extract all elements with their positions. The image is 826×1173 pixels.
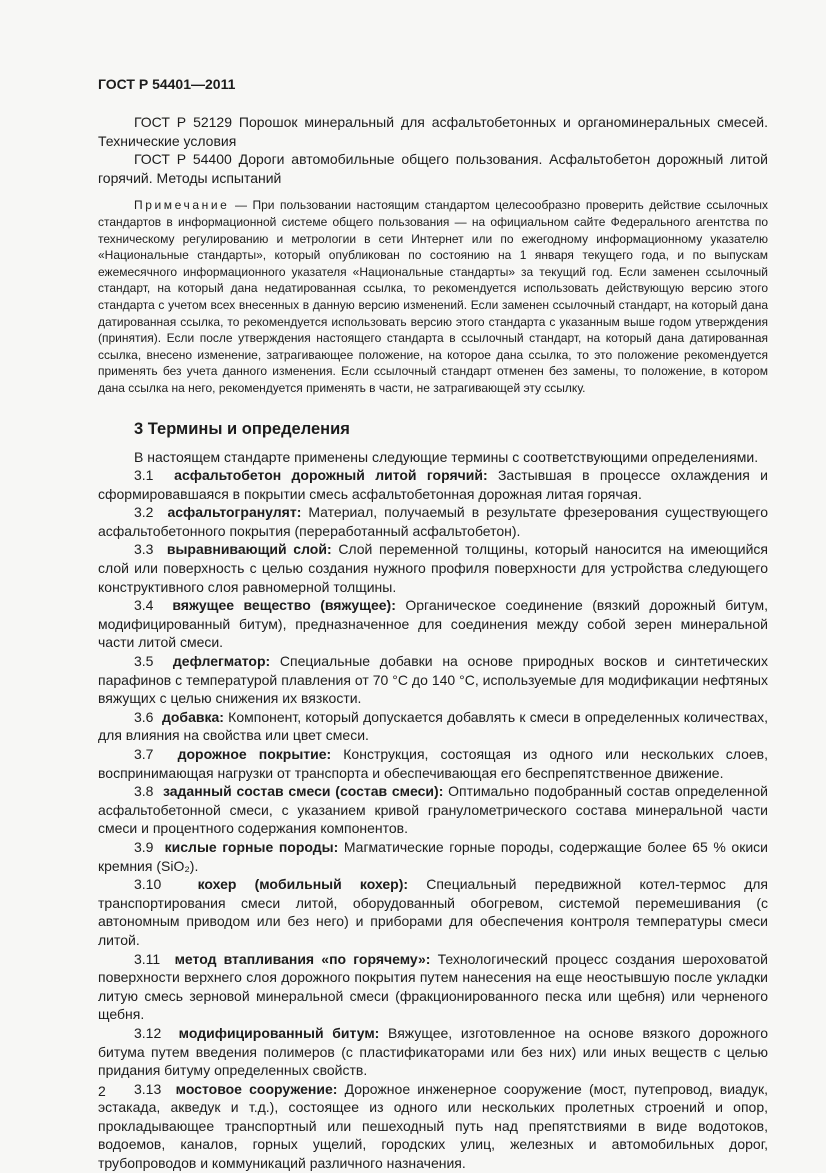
term-definition [98,745,768,782]
term-number: 3.8 [134,783,154,800]
page-number: 2 [98,1083,106,1099]
term-number: 3.9 [134,838,154,855]
term-definition [98,708,768,745]
term-text: Материал, получаемый в результате фрезерования существующего асфальтобетонного покрытия (переработанный асфальтобетон). [98,504,769,539]
note-text: — При пользовании настоящим стандартом целесообразно проверить действие ссылочных стандартов в информационной системе общего пользования — на официальном сайте Федерального агентства по техническому регулированию и метрологии в сети Интернет или по ежегодному информационному указателю «Национальные стандарты», который опубликован по состоянию на 1 января текущего года, и по выпускам ежемесячного информационного указателя «Национальные стандарты» за текущий год. Если заменен ссылочный стандарт, на который дана недатированная ссылка, то рекомендуется использовать действующую версию этого стандарта с учетом всех внесенных в данную версию изменений. Если заменен ссылочный стандарт, на который дана датированная ссылка, то рекомендуется использовать версию этого стандарта с указанным выше годом утверждения (принятия). Если после утверждения настоящего стандарта в ссылочный стандарт, на который дана датированная ссылка, внесено изменение, затрагивающее положение, на которое дана ссылка, то это положение рекомендуется применять без учета данного изменения. Если ссылочный стандарт отменен без замены, то положение, в котором дана ссылка на него, рекомендуется применять в части, не затрагивающей эту ссылку. [98,198,768,395]
term-number: 3.2 [134,504,154,521]
term-name: кохер (мобильный кохер): [197,876,409,893]
term-name: асфальтогранулят: [167,504,302,521]
term-text: Застывшая в процессе охлаждения и сформировавшаяся в покрытии смесь асфальтобетонная дорожная литая горячая. [98,467,768,502]
term-name: дорожное покрытие: [177,746,332,762]
term-name: асфальтобетон дорожный литой горячий: [174,467,488,484]
term-definition [98,652,768,708]
term-definition [98,875,768,949]
reference-item: ГОСТ Р 54400 Дороги автомобильные общего пользования. Асфальтобетон дорожный литой горячий. Методы испытаний [98,151,768,186]
term-number: 3.5 [134,653,154,670]
term-text: Специальные добавки на основе природных восков и синтетических парафинов с температурой плавления от 70 °С до 140 °С, используемые для модификации нефтяных вяжущих с целью снижения их вязкости. [98,653,768,707]
term-text: Компонент, который допускается добавлять к смеси в определенных количествах, для влияния на свойства или цвет смеси. [98,708,768,744]
term-text: Технологический процесс создания шероховатой поверхности верхнего слоя дорожного покрытия путем нанесения на еще неостывшую после укладки литую смесь зерновой минеральной смеси (фракционированного песка или щебня) или черненого щебня. [98,950,768,1023]
term-number: 3.10 [134,876,162,893]
term-name: кислые горные породы: [164,838,339,855]
term-definition [98,782,768,838]
term-name: добавка: [161,708,224,725]
term-definition [98,540,768,596]
terms-list [98,466,768,1173]
term-definition [98,466,768,503]
note-paragraph [98,197,768,396]
term-number: 3.11 [134,950,161,967]
term-number: 3.6 [134,708,154,725]
document-header: ГОСТ Р 54401—2011 [98,76,236,92]
term-name: выравнивающий слой: [166,541,332,558]
term-definition [98,1024,768,1080]
term-text: Специальный передвижной котел-термос для транспортирования смеси литой, оборудованный обогревом, системой перемешивания (с автономным приводом или без него) и приборами для обеспечения контроля температуры смеси литой. [98,876,769,948]
term-definition [98,838,768,875]
section-title: 3 Термины и определения [134,419,350,438]
term-name: дефлегматор: [172,653,271,670]
reference-item: ГОСТ Р 52129 Порошок минеральный для асфальтобетонных и органоминеральных смесей. Технические условия [98,114,768,149]
term-name: заданный состав смеси (состав смеси): [162,783,444,800]
term-definition [98,596,768,652]
term-text: Слой переменной толщины, который наносится на имеющийся слой или поверхность с целью создания нужного профиля поверхности для устройства следующего конструктивного слоя равномерной толщины. [98,541,768,595]
term-text: Магматические горные породы, содержащие более 65 % окиси кремния (SiO₂). [98,838,768,874]
term-name: метод втапливания «по горячему»: [174,950,431,967]
term-text: Оптимально подобранный состав определенной асфальтобетонной смеси, с указанием кривой гранулометрического состава минеральной части смеси и процентного содержания компонентов. [98,783,768,837]
term-definition [98,503,768,540]
term-number: 3.7 [134,746,154,762]
term-text: Конструкция, состоящая из одного или нескольких слоев, воспринимающая нагрузки от транспорта и обеспечивающая его беспрепятственное движение. [98,746,768,781]
term-number: 3.1 [134,467,154,484]
term-definition [98,1080,768,1173]
term-number: 3.12 [134,1024,162,1041]
term-name: мостовое сооружение: [175,1080,338,1097]
term-number: 3.3 [134,541,154,558]
term-name: модифицированный битум: [178,1024,380,1041]
term-text: Вяжущее, изготовленное на основе вязкого дорожного битума путем введения полимеров (с пластификаторами или без них) или иных веществ с целью придания битуму определенных свойств. [98,1024,768,1079]
note-label: Примечание [134,198,230,213]
page-content [98,113,768,1173]
term-definition [98,950,768,1024]
term-number: 3.4 [134,597,154,614]
term-text: Дорожное инженерное сооружение (мост, путепровод, виадук, эстакада, акведук и т.д.), состоящее из одного или нескольких пролетных строений и опор, прокладывающее транспортный или пешеходный путь над препятствиями в виде водотоков, водоемов, каналов, горных ущелий, городских улиц, железных и автомобильных дорог, трубопроводов и коммуникаций различного назначения. [98,1080,769,1172]
section-intro: В настоящем стандарте применены следующие термины с соответствующими определениями. [134,448,759,465]
term-number: 3.13 [134,1080,162,1097]
term-text: Органическое соединение (вязкий дорожный битум, модифицированный битум), предназначенное для соединения между собой зерен минеральной части литой смеси. [98,597,768,651]
term-name: вяжущее вещество (вяжущее): [172,597,396,614]
